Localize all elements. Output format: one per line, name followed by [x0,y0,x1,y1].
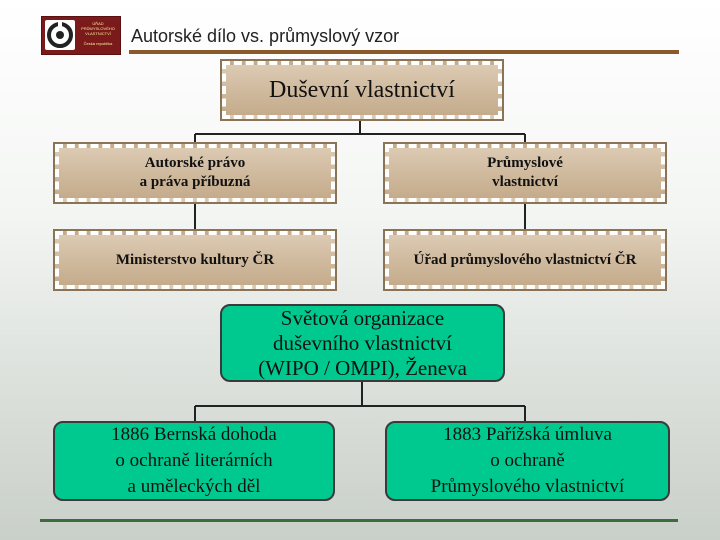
slide-title: Autorské dílo vs. průmyslový vzor [131,26,400,46]
wipo-node-label: Světová organizace duševního vlastnictví (WIPO / OMPI), Ženeva [258,305,467,380]
logo-text: ÚŘAD PRŮMYSLOVÉHO VLASTNICTVÍ Česká republika [81,21,115,46]
berne-node [53,421,335,501]
root-node-label: Duševní vlastnictví [269,76,455,103]
paris-node-label: 1883 Pařížská úmluva o ochraně Průmyslového vlastnictví [430,424,625,497]
root-node [222,61,502,119]
ipo-node-label: Úřad průmyslového vlastnictví ČR [413,251,637,268]
industrial-property-node [385,144,665,202]
copyright-node [55,144,335,202]
copyright-node-label: Autorské právo a práva příbuzná [139,155,251,190]
paris-node [385,421,670,501]
ipo-node [385,231,665,289]
industrial-property-node-label: Průmyslové vlastnictví [487,155,563,190]
berne-node-label: 1886 Bernská dohoda o ochraně literárních a uměleckých děl [111,424,277,497]
wipo-node [220,304,505,382]
footer-divider [40,519,678,522]
ministry-node-label: Ministerstvo kultury ČR [115,251,275,268]
ministry-node [55,231,335,289]
